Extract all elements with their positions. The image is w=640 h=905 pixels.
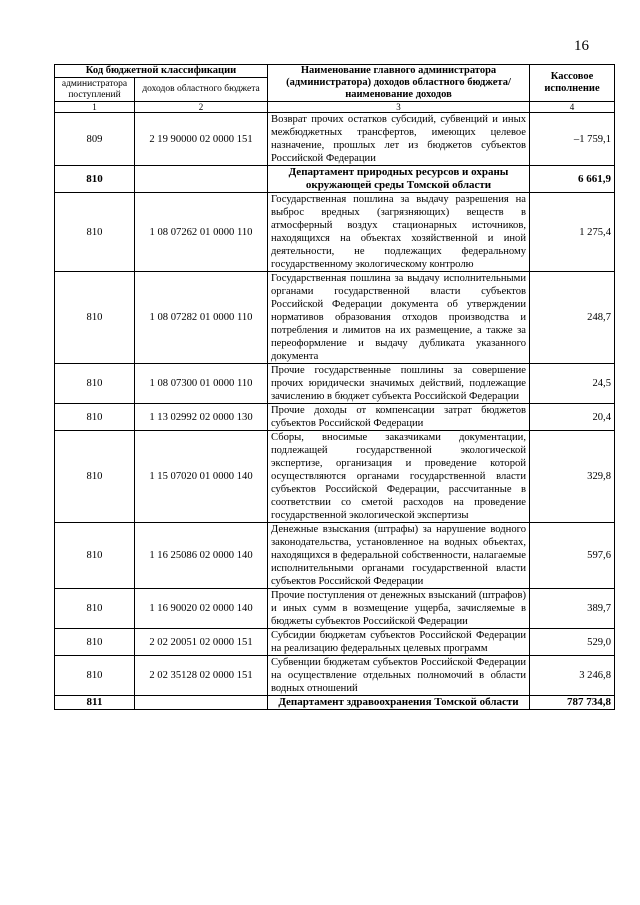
amount-cell: 1 275,4 — [530, 193, 615, 272]
column-number: 1 — [55, 102, 135, 113]
cash-execution-header: Кассовое исполнение — [530, 65, 615, 102]
amount-cell: 389,7 — [530, 589, 615, 629]
description-cell: Государственная пошлина за выдачу разрешения на выброс вредных (загрязняющих) веществ в атмосферный воздух стационарных источников, находящихся на объектах хозяйственной и иной деятельности, не подлежащих федеральному государственному экологическому контролю — [268, 193, 530, 272]
table-row — [55, 364, 615, 404]
admin-code-cell: 810 — [55, 364, 135, 404]
description-cell: Субвенции бюджетам субъектов Российской Федерации на осуществление отдельных полномочий в области водных отношений — [268, 656, 530, 696]
description-cell: Денежные взыскания (штрафы) за нарушение водного законодательства, установленное на водных объектах, находящихся в федеральной собственности, налагаемые исполнительными органами государственной власти субъектов Российской Федерации — [268, 523, 530, 589]
budget-code-cell: 1 08 07282 01 0000 110 — [135, 272, 268, 364]
description-cell: Департамент природных ресурсов и охраны окружающей среды Томской области — [268, 166, 530, 193]
amount-cell: 787 734,8 — [530, 696, 615, 710]
description-cell: Прочие доходы от компенсации затрат бюджетов субъектов Российской Федерации — [268, 404, 530, 431]
admin-code-cell: 809 — [55, 113, 135, 166]
description-cell: Прочие поступления от денежных взысканий (штрафов) и иных сумм в возмещение ущерба, зачисляемые в бюджеты субъектов Российской Федерации — [268, 589, 530, 629]
department-row — [55, 696, 615, 710]
budget-code-cell: 2 19 90000 02 0000 151 — [135, 113, 268, 166]
column-number: 4 — [530, 102, 615, 113]
amount-cell: 248,7 — [530, 272, 615, 364]
description-cell: Сборы, вносимые заказчиками документации, подлежащей государственной экологической экспертизе, организация и проведение которой осуществляются органами государственной власти субъектов Российской Федерации, рассчитанные в соответствии со сметой расходов на проведение государственной экологической экспертизы — [268, 431, 530, 523]
budget-code-cell: 1 15 07020 01 0000 140 — [135, 431, 268, 523]
amount-cell: 24,5 — [530, 364, 615, 404]
budget-code-cell: 1 08 07262 01 0000 110 — [135, 193, 268, 272]
table-row — [55, 272, 615, 364]
table-row — [55, 431, 615, 523]
budget-code-cell: 1 16 90020 02 0000 140 — [135, 589, 268, 629]
amount-cell: 20,4 — [530, 404, 615, 431]
amount-cell: 597,6 — [530, 523, 615, 589]
column-number: 3 — [268, 102, 530, 113]
amount-cell: 6 661,9 — [530, 166, 615, 193]
name-header: Наименование главного администратора (администратора) доходов областного бюджета/ наименование доходов — [268, 65, 530, 102]
table-row — [55, 523, 615, 589]
table-row — [55, 589, 615, 629]
budget-code-cell: 1 13 02992 02 0000 130 — [135, 404, 268, 431]
department-row — [55, 166, 615, 193]
admin-code-cell: 810 — [55, 629, 135, 656]
description-cell: Субсидии бюджетам субъектов Российской Федерации на реализацию федеральных целевых программ — [268, 629, 530, 656]
amount-cell: –1 759,1 — [530, 113, 615, 166]
classification-code-header: Код бюджетной классификации — [55, 65, 268, 78]
admin-code-cell: 810 — [55, 431, 135, 523]
description-cell: Департамент здравоохранения Томской области — [268, 696, 530, 710]
amount-cell: 3 246,8 — [530, 656, 615, 696]
admin-code-cell: 810 — [55, 193, 135, 272]
admin-code-cell: 810 — [55, 272, 135, 364]
budget-table — [54, 64, 615, 710]
table-row — [55, 193, 615, 272]
admin-code-cell: 810 — [55, 656, 135, 696]
budget-code-cell: 2 02 35128 02 0000 151 — [135, 656, 268, 696]
regional-income-header: доходов областного бюджета — [135, 78, 268, 102]
description-cell: Прочие государственные пошлины за совершение прочих юридически значимых действий, подлежащие зачислению в бюджет субъекта Российской Федерации — [268, 364, 530, 404]
admin-code-cell: 810 — [55, 404, 135, 431]
admin-code-cell: 810 — [55, 523, 135, 589]
amount-cell: 329,8 — [530, 431, 615, 523]
budget-code-cell — [135, 166, 268, 193]
admin-receipts-header: администратора поступлений — [55, 78, 135, 102]
budget-code-cell: 2 02 20051 02 0000 151 — [135, 629, 268, 656]
budget-code-cell: 1 16 25086 02 0000 140 — [135, 523, 268, 589]
column-number: 2 — [135, 102, 268, 113]
table-row — [55, 404, 615, 431]
page-number: 16 — [574, 38, 589, 54]
admin-code-cell: 810 — [55, 589, 135, 629]
description-cell: Государственная пошлина за выдачу исполнительными органами государственной власти субъектов Российской Федерации документа об утверждении нормативов образования отходов производства и потребления и лимитов на их размещение, а также за переоформление и выдачу дубликата указанного документа — [268, 272, 530, 364]
description-cell: Возврат прочих остатков субсидий, субвенций и иных межбюджетных трансфертов, имеющих целевое назначение, прошлых лет из бюджетов субъектов Российской Федерации — [268, 113, 530, 166]
budget-code-cell: 1 08 07300 01 0000 110 — [135, 364, 268, 404]
admin-code-cell: 810 — [55, 166, 135, 193]
table-row — [55, 113, 615, 166]
amount-cell: 529,0 — [530, 629, 615, 656]
table-row — [55, 629, 615, 656]
budget-code-cell — [135, 696, 268, 710]
table-row — [55, 656, 615, 696]
admin-code-cell: 811 — [55, 696, 135, 710]
